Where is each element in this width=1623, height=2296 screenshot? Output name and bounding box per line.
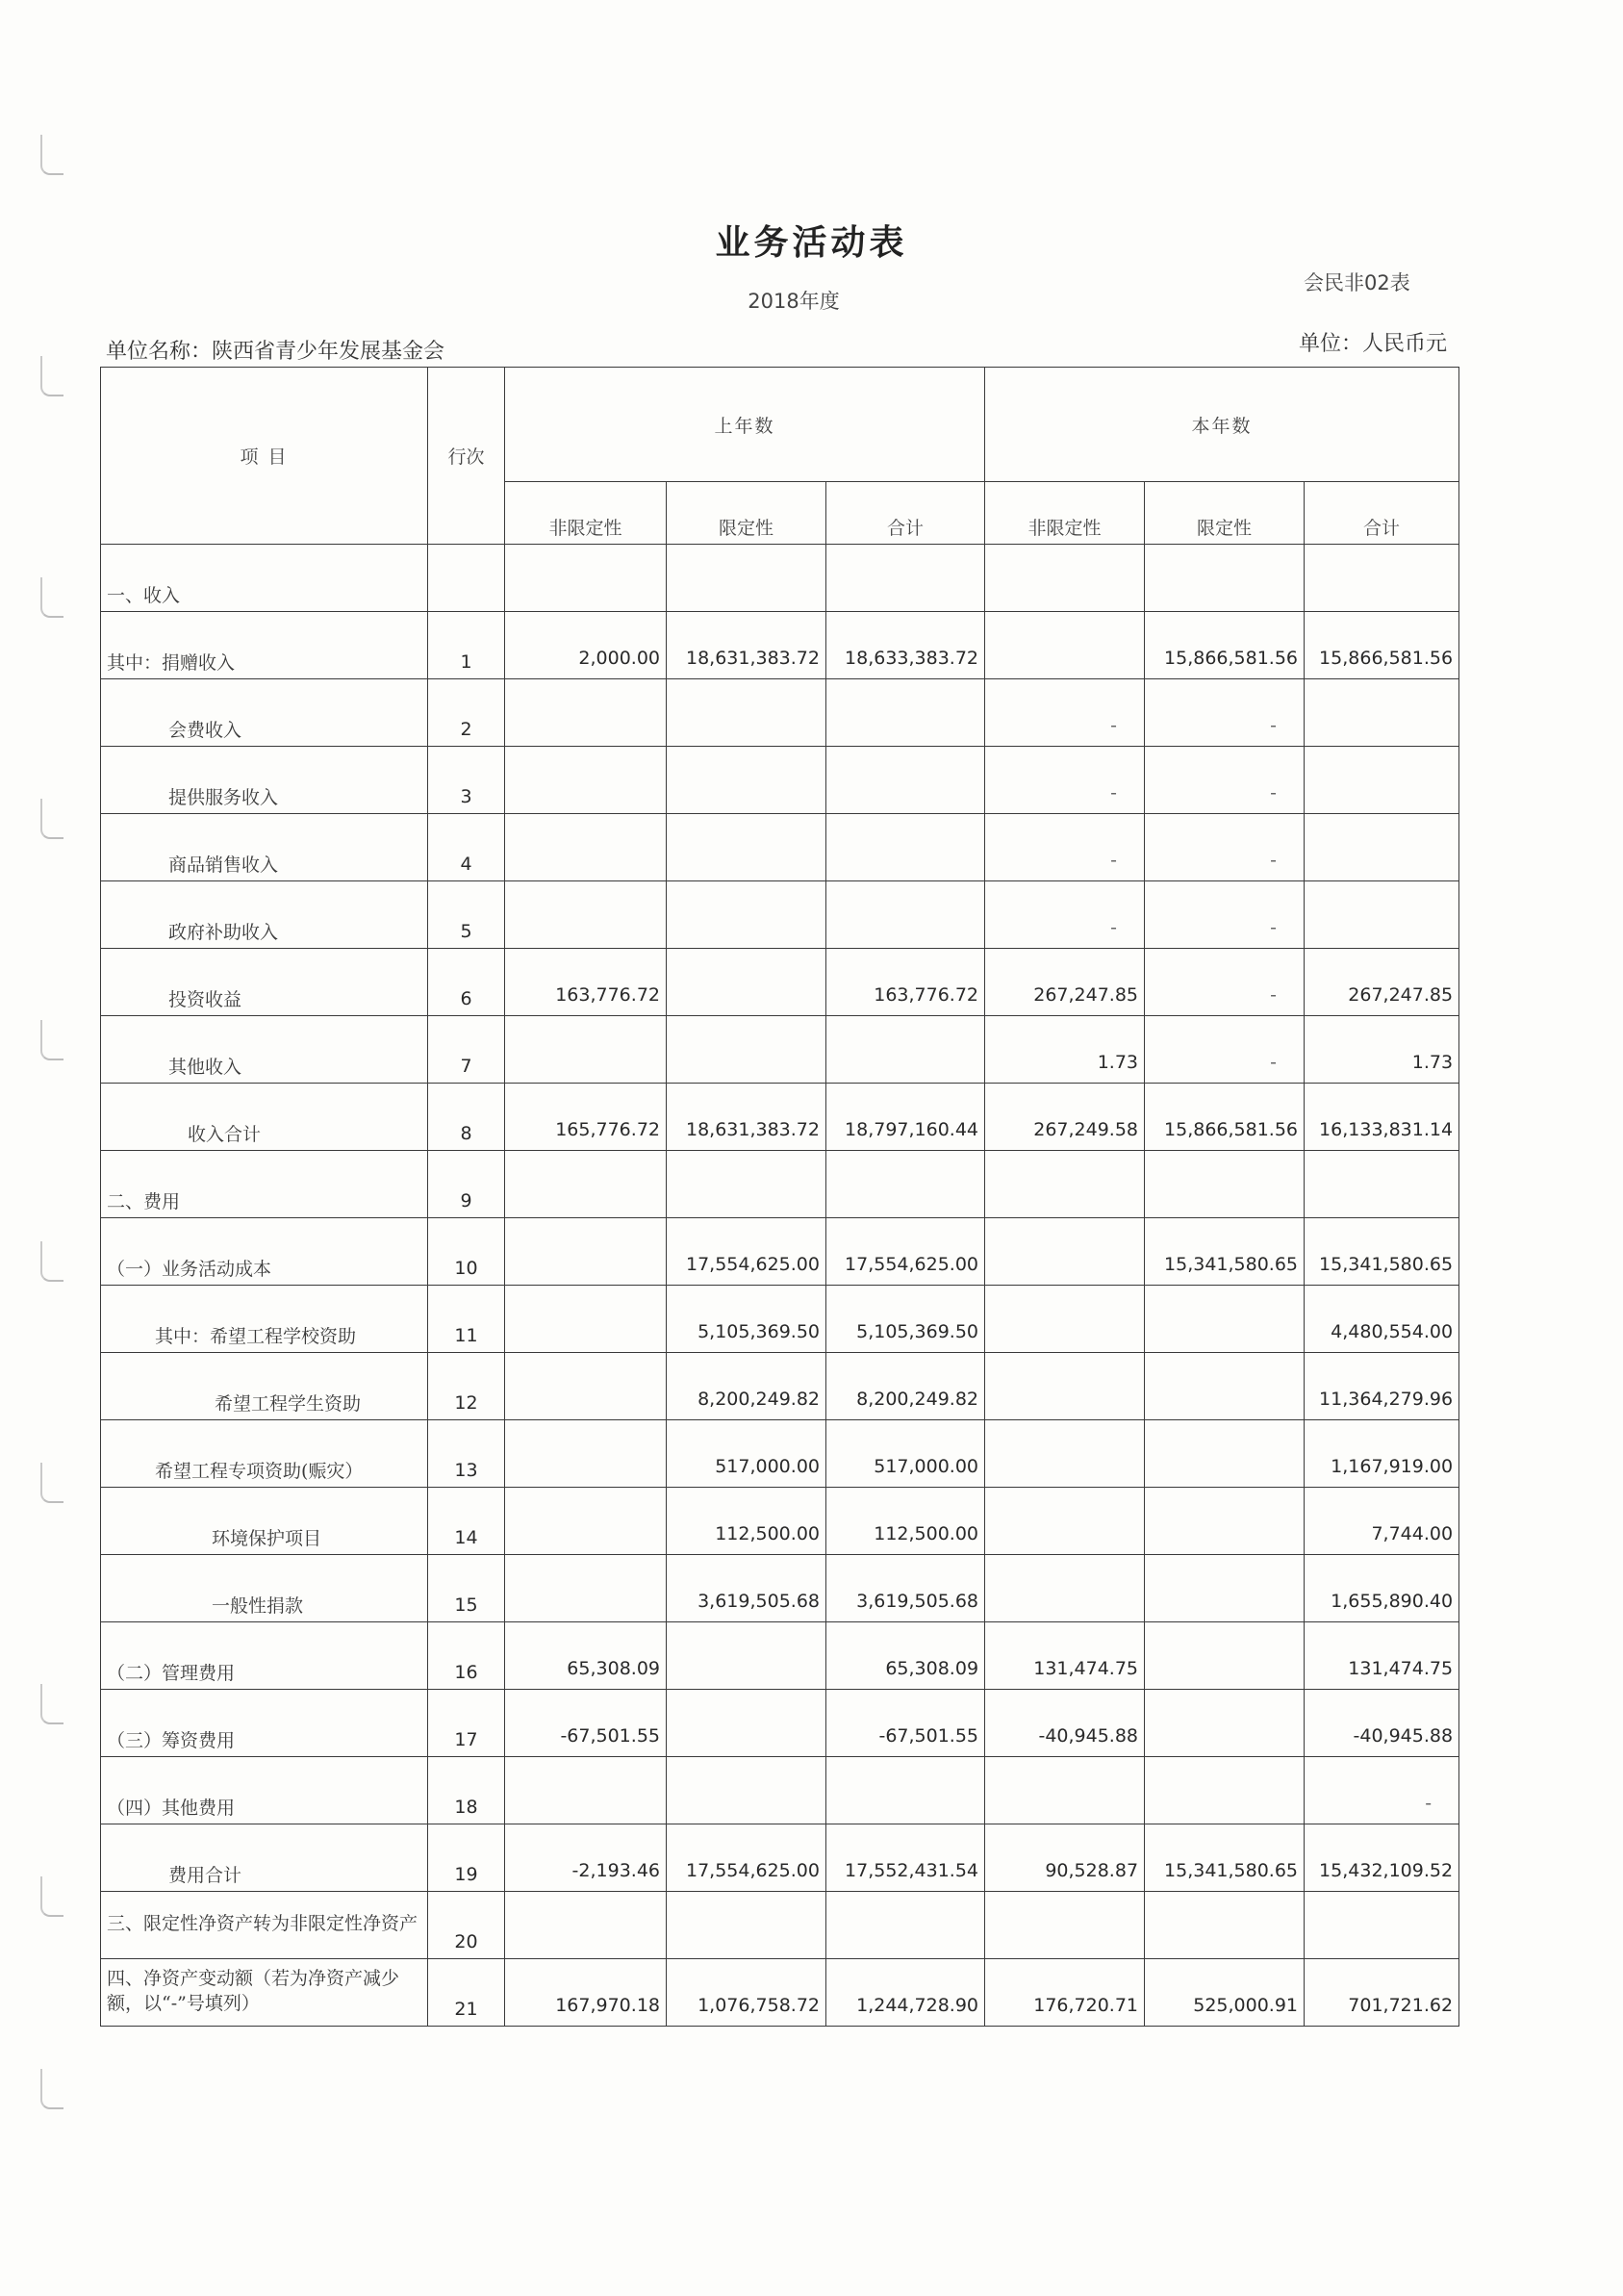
cell-current-restricted: - xyxy=(1145,881,1305,949)
cell-current-unrestricted: 267,247.85 xyxy=(985,949,1145,1016)
row-number: 12 xyxy=(428,1353,505,1420)
row-number: 2 xyxy=(428,679,505,747)
row-label: 会费收入 xyxy=(101,679,428,747)
cell-prior-restricted: 5,105,369.50 xyxy=(667,1286,826,1353)
cell-prior-total: 18,633,383.72 xyxy=(826,612,985,679)
cell-current-total: 1,167,919.00 xyxy=(1305,1420,1459,1488)
cell-prior-unrestricted: 65,308.09 xyxy=(505,1622,667,1690)
table-row xyxy=(101,1016,1459,1084)
cell-current-restricted xyxy=(1145,1555,1305,1622)
cell-prior-restricted: 3,619,505.68 xyxy=(667,1555,826,1622)
cell-current-total xyxy=(1305,1151,1459,1218)
row-number xyxy=(428,545,505,612)
cell-current-restricted: - xyxy=(1145,949,1305,1016)
cell-prior-unrestricted xyxy=(505,747,667,814)
cell-prior-total xyxy=(826,1016,985,1084)
row-label: （一）业务活动成本 xyxy=(101,1218,428,1286)
cell-current-restricted xyxy=(1145,1353,1305,1420)
row-label: （三）筹资费用 xyxy=(101,1690,428,1757)
row-number: 8 xyxy=(428,1084,505,1151)
cell-prior-total: 17,554,625.00 xyxy=(826,1218,985,1286)
cell-prior-total xyxy=(826,1892,985,1959)
binder-hole-mark xyxy=(40,1020,63,1060)
table-row xyxy=(101,1757,1459,1824)
organization-name: 单位名称：陕西省青少年发展基金会 xyxy=(106,340,445,364)
row-label: 二、费用 xyxy=(101,1151,428,1218)
cell-current-restricted xyxy=(1145,1757,1305,1824)
cell-prior-total xyxy=(826,545,985,612)
cell-current-restricted: 15,341,580.65 xyxy=(1145,1218,1305,1286)
row-number: 14 xyxy=(428,1488,505,1555)
table-row xyxy=(101,949,1459,1016)
cell-prior-total xyxy=(826,1757,985,1824)
row-number: 17 xyxy=(428,1690,505,1757)
cell-prior-unrestricted xyxy=(505,1016,667,1084)
cell-prior-restricted xyxy=(667,1892,826,1959)
cell-current-total: - xyxy=(1305,1757,1459,1824)
cell-current-total xyxy=(1305,814,1459,881)
cell-current-unrestricted xyxy=(985,1892,1145,1959)
table-row xyxy=(101,612,1459,679)
cell-current-unrestricted xyxy=(985,1151,1145,1218)
cell-current-restricted xyxy=(1145,1286,1305,1353)
cell-prior-total: 5,105,369.50 xyxy=(826,1286,985,1353)
table-row xyxy=(101,545,1459,612)
row-label: 费用合计 xyxy=(101,1824,428,1892)
cell-current-total: 131,474.75 xyxy=(1305,1622,1459,1690)
row-number: 7 xyxy=(428,1016,505,1084)
row-label: （四）其他费用 xyxy=(101,1757,428,1824)
row-number: 3 xyxy=(428,747,505,814)
row-number: 1 xyxy=(428,612,505,679)
cell-prior-unrestricted: -67,501.55 xyxy=(505,1690,667,1757)
cell-prior-unrestricted xyxy=(505,814,667,881)
cell-prior-restricted xyxy=(667,545,826,612)
cell-prior-total xyxy=(826,679,985,747)
row-label: 希望工程学生资助 xyxy=(101,1353,428,1420)
cell-current-total: 15,341,580.65 xyxy=(1305,1218,1459,1286)
row-label: 提供服务收入 xyxy=(101,747,428,814)
cell-prior-total: 8,200,249.82 xyxy=(826,1353,985,1420)
cell-prior-restricted: 18,631,383.72 xyxy=(667,1084,826,1151)
row-label: 四、净资产变动额（若为净资产减少额，以“-”号填列） xyxy=(101,1959,428,2027)
cell-prior-unrestricted xyxy=(505,679,667,747)
form-code: 会民非02表 xyxy=(1304,271,1410,294)
table-row xyxy=(101,1488,1459,1555)
cell-prior-restricted xyxy=(667,1151,826,1218)
cell-current-unrestricted: 1.73 xyxy=(985,1016,1145,1084)
cell-current-restricted xyxy=(1145,1892,1305,1959)
report-period: 2018年度 xyxy=(748,290,840,313)
cell-current-restricted xyxy=(1145,1488,1305,1555)
cell-current-total: 7,744.00 xyxy=(1305,1488,1459,1555)
cell-prior-restricted: 112,500.00 xyxy=(667,1488,826,1555)
cell-prior-unrestricted: 2,000.00 xyxy=(505,612,667,679)
cell-current-unrestricted xyxy=(985,1488,1145,1555)
cell-current-unrestricted: - xyxy=(985,679,1145,747)
cell-current-total: -40,945.88 xyxy=(1305,1690,1459,1757)
cell-current-restricted: 525,000.91 xyxy=(1145,1959,1305,2027)
row-label: 三、限定性净资产转为非限定性净资产 xyxy=(101,1892,428,1959)
cell-current-unrestricted: 267,249.58 xyxy=(985,1084,1145,1151)
cell-current-total xyxy=(1305,747,1459,814)
row-label: 希望工程专项资助(赈灾） xyxy=(101,1420,428,1488)
cell-current-unrestricted xyxy=(985,1757,1145,1824)
row-label: 其中：捐赠收入 xyxy=(101,612,428,679)
cell-current-restricted: - xyxy=(1145,814,1305,881)
cell-current-restricted xyxy=(1145,1420,1305,1488)
row-label: 投资收益 xyxy=(101,949,428,1016)
cell-prior-unrestricted xyxy=(505,1218,667,1286)
table-row xyxy=(101,814,1459,881)
cell-prior-total xyxy=(826,814,985,881)
cell-prior-unrestricted xyxy=(505,881,667,949)
cell-current-restricted: 15,866,581.56 xyxy=(1145,1084,1305,1151)
cell-prior-restricted xyxy=(667,1622,826,1690)
cell-prior-total: 112,500.00 xyxy=(826,1488,985,1555)
table-row xyxy=(101,1084,1459,1151)
row-number: 16 xyxy=(428,1622,505,1690)
subheader-unrestricted: 非限定性 xyxy=(985,482,1145,545)
cell-prior-unrestricted xyxy=(505,1555,667,1622)
cell-prior-restricted: 18,631,383.72 xyxy=(667,612,826,679)
cell-prior-unrestricted xyxy=(505,1151,667,1218)
cell-prior-total: 3,619,505.68 xyxy=(826,1555,985,1622)
cell-current-total xyxy=(1305,545,1459,612)
cell-prior-restricted xyxy=(667,949,826,1016)
table-row xyxy=(101,1555,1459,1622)
cell-current-unrestricted xyxy=(985,612,1145,679)
table-row xyxy=(101,1622,1459,1690)
currency-unit: 单位：人民币元 xyxy=(1299,332,1448,356)
cell-prior-restricted: 17,554,625.00 xyxy=(667,1824,826,1892)
table-row xyxy=(101,747,1459,814)
cell-current-unrestricted: -40,945.88 xyxy=(985,1690,1145,1757)
business-activity-table xyxy=(100,367,1459,2027)
cell-prior-restricted: 517,000.00 xyxy=(667,1420,826,1488)
cell-prior-unrestricted: 163,776.72 xyxy=(505,949,667,1016)
cell-current-total: 16,133,831.14 xyxy=(1305,1084,1459,1151)
row-number: 13 xyxy=(428,1420,505,1488)
cell-current-total: 15,432,109.52 xyxy=(1305,1824,1459,1892)
cell-prior-restricted xyxy=(667,747,826,814)
cell-current-unrestricted: - xyxy=(985,747,1145,814)
cell-current-unrestricted xyxy=(985,545,1145,612)
header-row-no: 行次 xyxy=(428,368,505,545)
row-number: 4 xyxy=(428,814,505,881)
cell-prior-unrestricted xyxy=(505,545,667,612)
cell-prior-total xyxy=(826,747,985,814)
cell-prior-unrestricted xyxy=(505,1286,667,1353)
cell-current-unrestricted: 176,720.71 xyxy=(985,1959,1145,2027)
cell-current-restricted: 15,866,581.56 xyxy=(1145,612,1305,679)
subheader-total: 合计 xyxy=(1305,482,1459,545)
table-row xyxy=(101,1286,1459,1353)
row-label: 一般性捐款 xyxy=(101,1555,428,1622)
row-number: 5 xyxy=(428,881,505,949)
cell-current-total: 11,364,279.96 xyxy=(1305,1353,1459,1420)
binder-hole-mark xyxy=(40,1463,63,1503)
cell-prior-total: 65,308.09 xyxy=(826,1622,985,1690)
row-number: 10 xyxy=(428,1218,505,1286)
cell-current-restricted: - xyxy=(1145,747,1305,814)
binder-hole-mark xyxy=(40,1876,63,1917)
cell-current-restricted: 15,341,580.65 xyxy=(1145,1824,1305,1892)
table-row xyxy=(101,679,1459,747)
row-label: 其中：希望工程学校资助 xyxy=(101,1286,428,1353)
cell-prior-unrestricted: 165,776.72 xyxy=(505,1084,667,1151)
cell-prior-unrestricted xyxy=(505,1892,667,1959)
binder-hole-mark xyxy=(40,135,63,175)
cell-prior-restricted: 8,200,249.82 xyxy=(667,1353,826,1420)
cell-prior-total xyxy=(826,1151,985,1218)
cell-current-restricted: - xyxy=(1145,1016,1305,1084)
table-row xyxy=(101,1892,1459,1959)
cell-current-total xyxy=(1305,1892,1459,1959)
cell-prior-total: -67,501.55 xyxy=(826,1690,985,1757)
cell-current-unrestricted: - xyxy=(985,814,1145,881)
row-number: 9 xyxy=(428,1151,505,1218)
cell-prior-restricted xyxy=(667,881,826,949)
binder-hole-mark xyxy=(40,799,63,839)
cell-prior-unrestricted xyxy=(505,1420,667,1488)
row-number: 20 xyxy=(428,1892,505,1959)
cell-current-unrestricted xyxy=(985,1286,1145,1353)
cell-prior-total: 1,244,728.90 xyxy=(826,1959,985,2027)
table-row xyxy=(101,1690,1459,1757)
cell-current-restricted: - xyxy=(1145,679,1305,747)
header-prior-year: 上年数 xyxy=(505,368,985,482)
table-row xyxy=(101,1151,1459,1218)
row-number: 21 xyxy=(428,1959,505,2027)
cell-prior-restricted xyxy=(667,1690,826,1757)
cell-prior-total xyxy=(826,881,985,949)
cell-prior-restricted xyxy=(667,679,826,747)
row-label: 收入合计 xyxy=(101,1084,428,1151)
table-row xyxy=(101,1353,1459,1420)
table-row xyxy=(101,881,1459,949)
cell-prior-total: 517,000.00 xyxy=(826,1420,985,1488)
cell-prior-total: 17,552,431.54 xyxy=(826,1824,985,1892)
row-label: （二）管理费用 xyxy=(101,1622,428,1690)
cell-current-total xyxy=(1305,679,1459,747)
row-label: 环境保护项目 xyxy=(101,1488,428,1555)
table-row xyxy=(101,1959,1459,2027)
cell-prior-total: 18,797,160.44 xyxy=(826,1084,985,1151)
row-label: 其他收入 xyxy=(101,1016,428,1084)
row-number: 11 xyxy=(428,1286,505,1353)
cell-current-unrestricted: - xyxy=(985,881,1145,949)
cell-current-unrestricted: 90,528.87 xyxy=(985,1824,1145,1892)
table-row xyxy=(101,1420,1459,1488)
cell-current-restricted xyxy=(1145,1622,1305,1690)
row-number: 15 xyxy=(428,1555,505,1622)
cell-prior-unrestricted xyxy=(505,1488,667,1555)
row-number: 18 xyxy=(428,1757,505,1824)
cell-current-restricted xyxy=(1145,545,1305,612)
cell-prior-unrestricted xyxy=(505,1757,667,1824)
cell-current-total: 1.73 xyxy=(1305,1016,1459,1084)
cell-current-total: 701,721.62 xyxy=(1305,1959,1459,2027)
binder-hole-mark xyxy=(40,2069,63,2109)
cell-current-unrestricted xyxy=(985,1218,1145,1286)
cell-prior-restricted: 1,076,758.72 xyxy=(667,1959,826,2027)
cell-prior-restricted: 17,554,625.00 xyxy=(667,1218,826,1286)
cell-current-total: 267,247.85 xyxy=(1305,949,1459,1016)
cell-current-total: 4,480,554.00 xyxy=(1305,1286,1459,1353)
binder-hole-mark xyxy=(40,577,63,618)
cell-current-restricted xyxy=(1145,1151,1305,1218)
cell-current-unrestricted xyxy=(985,1420,1145,1488)
cell-prior-restricted xyxy=(667,1757,826,1824)
binder-hole-mark xyxy=(40,1241,63,1282)
report-title: 业务活动表 xyxy=(715,223,908,263)
row-number: 6 xyxy=(428,949,505,1016)
row-label: 一、收入 xyxy=(101,545,428,612)
subheader-total: 合计 xyxy=(826,482,985,545)
cell-current-unrestricted xyxy=(985,1555,1145,1622)
header-current-year: 本年数 xyxy=(985,368,1459,482)
binder-hole-mark xyxy=(40,1684,63,1724)
cell-current-total: 15,866,581.56 xyxy=(1305,612,1459,679)
cell-prior-unrestricted: 167,970.18 xyxy=(505,1959,667,2027)
cell-prior-restricted xyxy=(667,1016,826,1084)
row-number: 19 xyxy=(428,1824,505,1892)
row-label: 商品销售收入 xyxy=(101,814,428,881)
subheader-restricted: 限定性 xyxy=(1145,482,1305,545)
cell-current-unrestricted: 131,474.75 xyxy=(985,1622,1145,1690)
table-row xyxy=(101,1218,1459,1286)
cell-prior-unrestricted xyxy=(505,1353,667,1420)
table-row xyxy=(101,1824,1459,1892)
cell-prior-total: 163,776.72 xyxy=(826,949,985,1016)
cell-current-total: 1,655,890.40 xyxy=(1305,1555,1459,1622)
cell-current-total xyxy=(1305,881,1459,949)
header-item: 项 目 xyxy=(101,368,428,545)
cell-prior-restricted xyxy=(667,814,826,881)
cell-prior-unrestricted: -2,193.46 xyxy=(505,1824,667,1892)
subheader-unrestricted: 非限定性 xyxy=(505,482,667,545)
cell-current-unrestricted xyxy=(985,1353,1145,1420)
subheader-restricted: 限定性 xyxy=(667,482,826,545)
row-label: 政府补助收入 xyxy=(101,881,428,949)
cell-current-restricted xyxy=(1145,1690,1305,1757)
binder-hole-mark xyxy=(40,356,63,396)
